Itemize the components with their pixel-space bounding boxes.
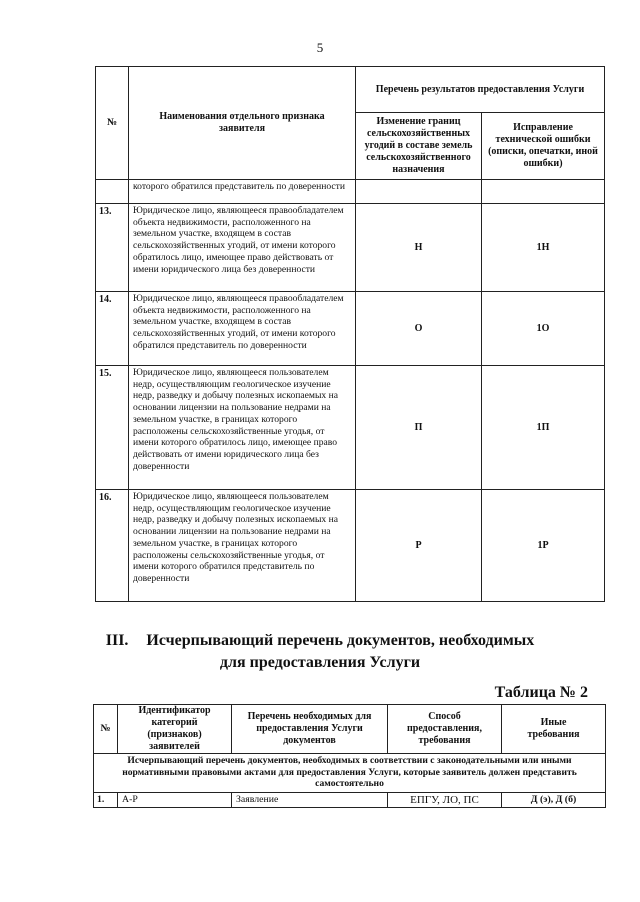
table-row bbox=[96, 292, 605, 366]
row-code-1 bbox=[356, 180, 482, 204]
section-heading bbox=[0, 630, 640, 674]
row-code-2: 1П bbox=[482, 366, 605, 490]
page-number: 5 bbox=[316, 40, 324, 55]
table2-header-num: № bbox=[94, 705, 118, 754]
row-number: 13. bbox=[96, 204, 129, 292]
row-description: Юридическое лицо, являющееся правообладателем объекта недвижимости, расположенного на земельном участке, входящем в состав сельскохозяйственных угодий, от имени которого обратилось лицо, имеющее право действовать от имени юридического лица без доверенности bbox=[129, 204, 356, 292]
row-number: 1. bbox=[94, 793, 118, 808]
table2-header-way: Способ предоставления, требования bbox=[388, 705, 502, 754]
table-row bbox=[96, 180, 605, 204]
row-code-2: 1Н bbox=[482, 204, 605, 292]
row-identifier: А-Р bbox=[118, 793, 232, 808]
row-code-1: Р bbox=[356, 490, 482, 602]
table-row bbox=[94, 793, 606, 808]
section-number: III. bbox=[105, 632, 129, 649]
row-code-2: 1Р bbox=[482, 490, 605, 602]
table2-header-docs: Перечень необходимых для предоставления Услуги документов bbox=[232, 705, 388, 754]
row-description: Юридическое лицо, являющееся пользователем недр, осуществляющим геологическое изучение недр, разведку и добычу полезных ископаемых на основании лицензии на пользование недрами на земельном участке, в границах которого расположены сельскохозяйственные угодья, от имени которого обратился представитель по доверенности bbox=[129, 490, 356, 602]
table1-header-results: Перечень результатов предоставления Услуги bbox=[356, 67, 605, 113]
table1-header-change: Изменение границ сельскохозяйственных угодий в составе земель сельскохозяйственного назначения bbox=[356, 113, 482, 180]
row-code-1: П bbox=[356, 366, 482, 490]
row-num-cell bbox=[96, 180, 129, 204]
table-row bbox=[96, 366, 605, 490]
table-row bbox=[96, 490, 605, 602]
row-document: Заявление bbox=[232, 793, 388, 808]
table2-header-ident: Идентификатор категорий (признаков) заявителей bbox=[118, 705, 232, 754]
documents-table bbox=[93, 704, 606, 808]
row-description: Юридическое лицо, являющееся правообладателем объекта недвижимости, расположенного на земельном участке, входящем в состав сельскохозяйственных угодий, от имени которого обратился представитель по доверенности bbox=[129, 292, 356, 366]
row-submission-way: ЕПГУ, ЛО, ПС bbox=[388, 793, 502, 808]
table1-header-name: Наименования отдельного признака заявителя bbox=[129, 67, 356, 180]
row-code-1: Н bbox=[356, 204, 482, 292]
table-row bbox=[96, 204, 605, 292]
row-description: которого обратился представитель по доверенности bbox=[129, 180, 356, 204]
table-caption: Таблица № 2 bbox=[494, 684, 588, 701]
applicant-features-table bbox=[95, 66, 605, 602]
row-number: 16. bbox=[96, 490, 129, 602]
row-number: 15. bbox=[96, 366, 129, 490]
row-code-2: 1О bbox=[482, 292, 605, 366]
row-code-2 bbox=[482, 180, 605, 204]
row-code-1: О bbox=[356, 292, 482, 366]
group-title: Исчерпывающий перечень документов, необходимых в соответствии с законодательными или иными нормативными правовыми актами для предоставления Услуги, которые заявитель должен представить самостоятельно bbox=[94, 754, 606, 793]
row-description: Юридическое лицо, являющееся пользователем недр, осуществляющим геологическое изучение недр, разведку и добычу полезных ископаемых на основании лицензии на пользование недрами на земельном участке, в границах которого расположены сельскохозяйственные угодья, от имени которого обратилось лицо, имеющее право действовать от имени юридического лица без доверенности bbox=[129, 366, 356, 490]
table1-header-num: № bbox=[96, 67, 129, 180]
table2-header-other: Иные требования bbox=[502, 705, 606, 754]
section-title-line-2: для предоставления Услуги bbox=[219, 654, 421, 671]
table1-header-fix: Исправление технической ошибки (описки, опечатки, иной ошибки) bbox=[482, 113, 605, 180]
row-other-requirements: Д (э), Д (б) bbox=[502, 793, 606, 808]
section-title-line-1: Исчерпывающий перечень документов, необходимых bbox=[146, 632, 535, 649]
row-number: 14. bbox=[96, 292, 129, 366]
